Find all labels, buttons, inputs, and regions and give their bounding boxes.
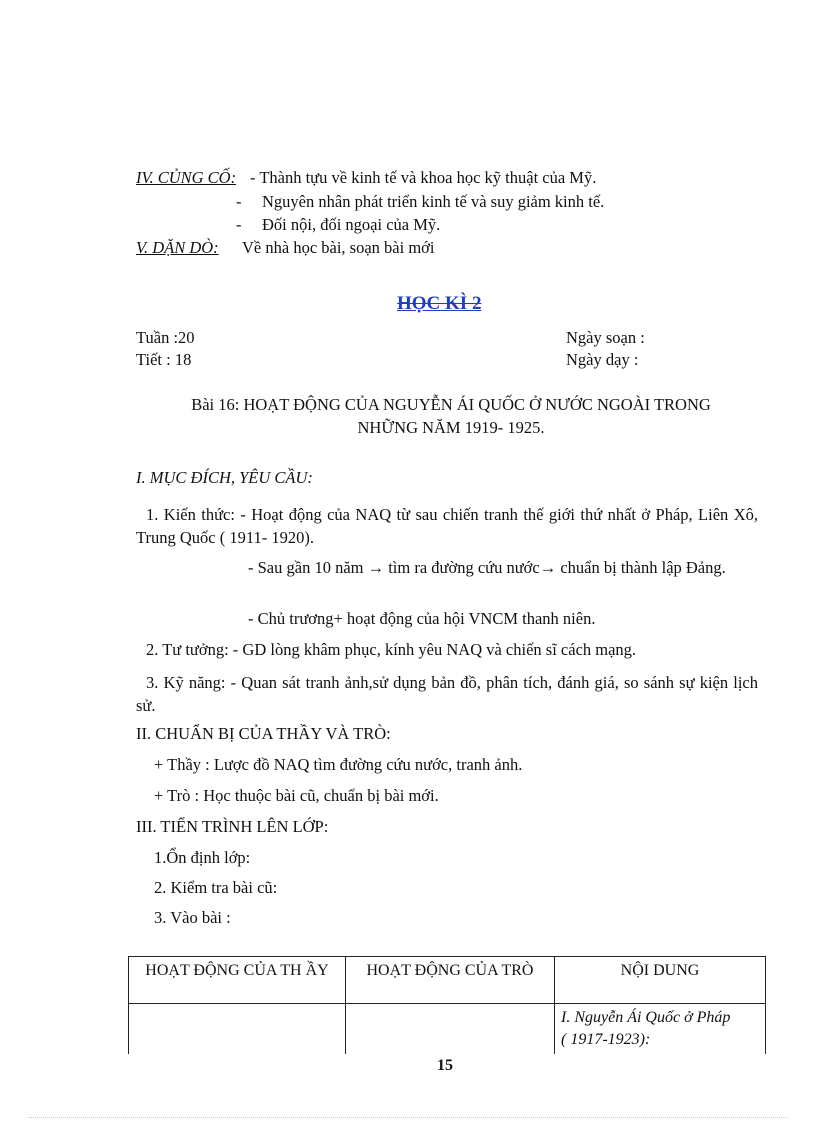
review-label: IV. CỦNG CỐ: [136,168,237,187]
homework-text: Về nhà học bài, soạn bài mới [242,238,435,257]
content-line: I. Nguyễn Ái Quốc ở Pháp [561,1009,731,1026]
content-line: ( 1917-1923): [561,1031,651,1048]
procedure-step: 1.Ổn định lớp: [154,848,251,867]
table-cell-content [555,1004,766,1055]
header-content: NỘI DUNG [555,957,766,1004]
page-footer-divider [28,1117,788,1118]
table-row [129,1004,766,1055]
table-cell [346,1004,555,1055]
bullet: - [236,192,242,211]
objectives-heading: I. MỤC ĐÍCH, YÊU CẦU: [136,468,313,487]
review-item: Nguyên nhân phát triển kinh tế và suy giảm kinh tế. [262,192,605,211]
lesson-title-line1: Bài 16: HOẠT ĐỘNG CỦA NGUYỄN ÁI QUỐC Ở NƯỚC NGOÀI TRONG [191,395,711,414]
preparation-heading: II. CHUẨN BỊ CỦA THẦY VÀ TRÒ: [136,724,391,743]
knowledge-text: 1. Kiến thức: - Hoạt động của NAQ từ sau chiến tranh thế giới thứ nhất ở Pháp, Liên Xô, Trung Quốc ( 1911- 1920). [136,505,758,547]
thought-text: 2. Tư tưởng: - GD lòng khâm phục, kính yêu NAQ và chiến sĩ cách mạng. [146,640,637,659]
procedure-step: 2. Kiểm tra bài cũ: [154,878,278,897]
teacher-prep: + Thầy : Lược đồ NAQ tìm đường cứu nước, tranh ảnh. [154,755,523,774]
page-number: 15 [437,1057,453,1074]
knowledge-text-2: - Sau gần 10 năm → tìm ra đường cứu nước→ chuẩn bị thành lập Đảng. [248,558,726,577]
student-prep: + Trò : Học thuộc bài cũ, chuẩn bị bài mới. [154,786,439,805]
homework-label: V. DẶN DÒ: [136,238,219,257]
procedure-heading: III. TIẾN TRÌNH LÊN LỚP: [136,817,329,836]
semester-heading: HỌC KÌ 2 [397,293,482,314]
review-item: - Thành tựu về kinh tế và khoa học kỹ thuật của Mỹ. [250,168,597,187]
table-cell [129,1004,346,1055]
lesson-title-line2: NHỮNG NĂM 1919- 1925. [357,418,545,437]
review-item: Đối nội, đối ngoại của Mỹ. [262,215,441,234]
knowledge-text-3: - Chủ trương+ hoạt động của hội VNCM thanh niên. [248,609,596,628]
procedure-step: 3. Vào bài : [154,908,231,927]
prepared-date-label: Ngày soạn : [566,328,645,347]
bullet: - [236,215,242,234]
lesson-table [128,956,766,1054]
teaching-date-label: Ngày dạy : [566,350,639,369]
skills-text: 3. Kỹ năng: - Quan sát tranh ảnh,sử dụng bản đồ, phân tích, đánh giá, so sánh sự kiện lịch sử. [136,673,758,715]
table-header-row [129,957,766,1004]
header-student-activity: HOẠT ĐỘNG CỦA TRÒ [346,957,555,1004]
period-label: Tiết : 18 [136,350,192,369]
week-label: Tuần :20 [136,328,195,347]
header-teacher-activity: HOẠT ĐỘNG CỦA TH ẦY [129,957,346,1004]
